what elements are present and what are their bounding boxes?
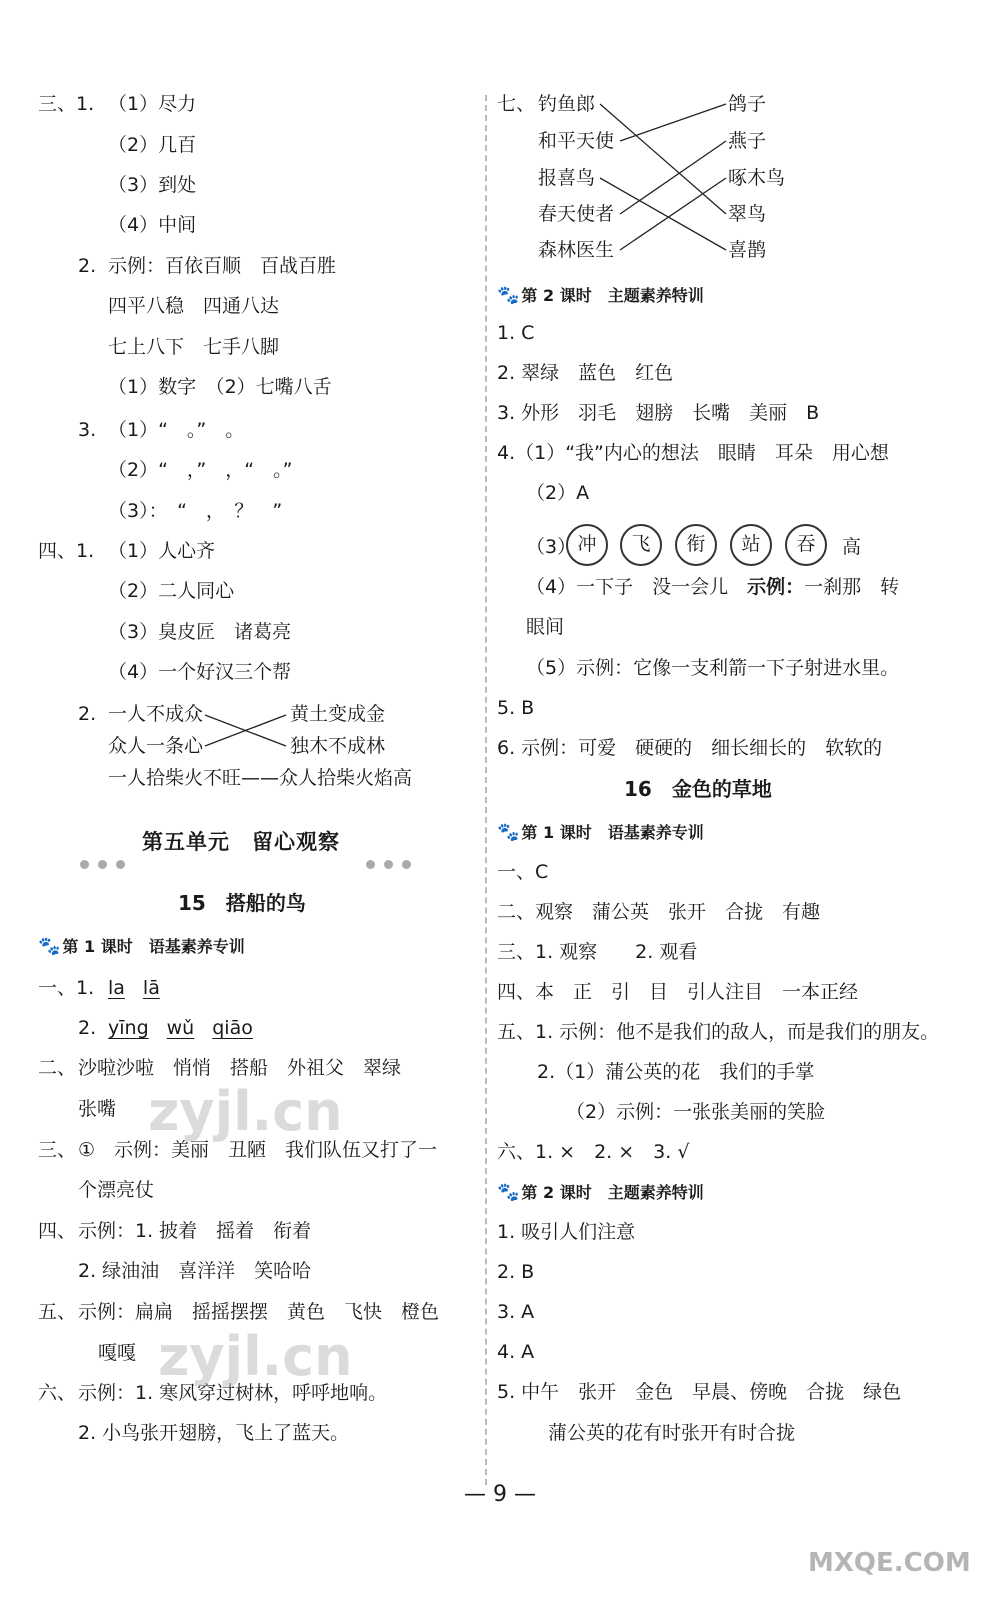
- s3-q1-item: （2）几百: [108, 134, 197, 156]
- s3-q2-line: 四平八稳 四通八达: [108, 295, 280, 317]
- pinyin-answer: wǔ: [166, 1017, 195, 1039]
- s7-left-item: 和平天使: [538, 130, 615, 152]
- s3-q3-item: （3）： “ ， ？ ”: [108, 500, 283, 522]
- l15-s6-text: 示例：1. 寒风穿过树林，呼呼地响。: [78, 1382, 388, 1404]
- l15-s1-label2: 2.: [78, 1017, 97, 1039]
- l16-session2-text: 第 2 课时 主题素养特训: [521, 1183, 704, 1202]
- lesson-15-title: 15 搭船的鸟: [178, 891, 306, 915]
- paw-icon: 🐾: [38, 936, 61, 957]
- pinyin-answer: qiāo: [212, 1017, 253, 1039]
- s7-left-item: 春天使者: [538, 203, 615, 225]
- l16-session2-heading: [497, 1181, 704, 1205]
- match-left-item: 众人一条心: [108, 735, 204, 757]
- l15-p2-q4-3-label: （3）: [526, 536, 577, 558]
- s3-q1-item: （1）尽力: [108, 93, 197, 115]
- l15-s1-label: 一、1.: [38, 977, 95, 999]
- circled-char: 冲: [566, 524, 608, 566]
- s7-right-item: 喜鹊: [728, 239, 767, 261]
- s4-q1-item: （2）二人同心: [108, 580, 235, 602]
- s3-q3-item: （1）“ 。” 。: [108, 419, 245, 441]
- pinyin-answer: yīng: [108, 1017, 149, 1039]
- l15-s6-label: 六、: [38, 1382, 77, 1404]
- l15-s2-text2: 张嘴: [78, 1098, 117, 1120]
- watermark-text: zyjl.cn: [148, 1080, 343, 1143]
- l16-s1-item: 六、1. × 2. × 3. √: [497, 1141, 690, 1163]
- q4-4-example-label: 示例：: [747, 576, 805, 598]
- pinyin-answer: la: [108, 977, 125, 999]
- l16-session1-heading: [497, 821, 704, 845]
- s7-right-item: 啄木鸟: [728, 167, 786, 189]
- s7-right-item: 鸽子: [728, 93, 767, 115]
- paw-icon: 🐾: [497, 822, 520, 843]
- s3-q3-label: 3.: [78, 419, 97, 441]
- l16-s2-item: 3. A: [497, 1301, 535, 1323]
- l15-s2-label: 二、: [38, 1057, 77, 1079]
- l15-p2-item: 4.（1）“我”内心的想法 眼睛 耳朵 用心想: [497, 442, 889, 464]
- paw-icon: 🐾: [497, 1182, 520, 1203]
- unit-title: 第五单元 留心观察: [142, 830, 340, 854]
- s3-q1-item: （3）到处: [108, 174, 197, 196]
- l15-p2-item: 1. C: [497, 322, 535, 344]
- l15-s6-text2: 2. 小鸟张开翅膀，飞上了蓝天。: [78, 1422, 350, 1444]
- l15-session1-text: 第 1 课时 语基素养专训: [62, 937, 245, 956]
- circled-char: 飞: [620, 524, 662, 566]
- l16-s2-item: 2. B: [497, 1261, 535, 1283]
- s7-left-item: 钓鱼郎: [538, 93, 596, 115]
- s7-right-item: 翠鸟: [728, 203, 767, 225]
- watermark-text: zyjl.cn: [158, 1325, 353, 1388]
- l15-p2-q6: 6. 示例：可爱 硬硬的 细长细长的 软软的: [497, 737, 883, 759]
- s4-q1-item: （4）一个好汉三个帮: [108, 661, 292, 683]
- match-right-item: 独木不成林: [290, 735, 386, 757]
- q4-4-example: 一刹那 转: [804, 576, 900, 598]
- l15-s3-text2: 个漂亮仗: [78, 1179, 155, 1201]
- s4-q1-label: 四、1.: [38, 540, 95, 562]
- s3-q1-label: 三、1.: [38, 93, 95, 115]
- l16-s1-item: 二、观察 蒲公英 张开 合拢 有趣: [497, 901, 821, 923]
- l16-s1-item: 2.（1）蒲公英的花 我们的手掌: [537, 1061, 815, 1083]
- s4-q2-label: 2.: [78, 703, 97, 725]
- s7-left-item: 森林医生: [538, 239, 615, 261]
- s3-q2-label: 2.: [78, 255, 97, 277]
- circled-char: 站: [730, 524, 772, 566]
- s3-q3-item: （2）“ ，” ，“ 。”: [108, 459, 293, 481]
- page-number: — 9 —: [464, 1482, 536, 1507]
- l15-p2-q4-4: [526, 575, 899, 599]
- s7-label: 七、: [497, 93, 536, 115]
- s3-q2-line: 示例：百依百顺 百战百胜: [108, 255, 337, 277]
- l15-s5-label: 五、: [38, 1301, 77, 1323]
- l15-s4-text2: 2. 绿油油 喜洋洋 笑哈哈: [78, 1260, 312, 1282]
- pinyin-answer: lā: [142, 977, 160, 999]
- l15-s5-text2: 嘎嘎: [98, 1342, 137, 1364]
- l16-s1-item: 三、1. 观察 2. 观看: [497, 941, 698, 963]
- l16-s2-item: 1. 吸引人们注意: [497, 1221, 636, 1243]
- s4-q1-item: （1）人心齐: [108, 540, 216, 562]
- l15-p2-item: 3. 外形 羽毛 翅膀 长嘴 美丽 B: [497, 402, 820, 424]
- l15-p2-q4-4-cont: 眼间: [526, 616, 565, 638]
- circled-char: 衔: [675, 524, 717, 566]
- s3-q1-item: （4）中间: [108, 214, 197, 236]
- l15-p2-item: 2. 翠绿 蓝色 红色: [497, 362, 674, 384]
- q4-4-text: （4）一下子 没一会儿: [526, 576, 729, 598]
- l16-s1-item: （2）示例：一张张美丽的笑脸: [566, 1101, 826, 1123]
- l16-session1-text: 第 1 课时 语基素养专训: [521, 823, 704, 842]
- l15-session2-text: 第 2 课时 主题素养特训: [521, 286, 704, 305]
- l15-s3-label: 三、: [38, 1139, 77, 1161]
- watermark-text: MXQE.COM: [808, 1548, 971, 1578]
- s7-right-item: 燕子: [728, 130, 767, 152]
- l16-s2-item: 4. A: [497, 1341, 535, 1363]
- l15-session2-heading: [497, 284, 704, 308]
- l15-s2-text: 沙啦沙啦 悄悄 搭船 外祖父 翠绿: [78, 1057, 402, 1079]
- s3-q2-line: 七上八下 七手八脚: [108, 336, 280, 358]
- paw-icon: 🐾: [497, 285, 520, 306]
- l16-s1-item: 五、1. 示例：他不是我们的敌人，而是我们的朋友。: [497, 1021, 940, 1043]
- l15-s5-text: 示例：扁扁 摇摇摆摆 黄色 飞快 橙色: [78, 1301, 440, 1323]
- match-right-item: 黄土变成金: [290, 703, 386, 725]
- match-left-item: 一人不成众: [108, 703, 204, 725]
- l15-s4-text: 示例：1. 披着 摇着 衔着: [78, 1220, 312, 1242]
- s4-q2-line3: 一人拾柴火不旺——众人拾柴火焰高: [108, 767, 413, 789]
- l15-p2-q4-5: （5）示例：它像一支利箭一下子射进水里。: [526, 657, 900, 679]
- l16-s1-item: 一、C: [497, 861, 549, 883]
- l15-s4-label: 四、: [38, 1220, 77, 1242]
- s3-q2-line: （1）数字 （2）七嘴八舌: [108, 376, 332, 398]
- l16-s1-item: 四、本 正 引 目 引人注目 一本正经: [497, 981, 859, 1003]
- s4-q1-item: （3）臭皮匠 诸葛亮: [108, 621, 292, 643]
- l15-p2-q5: 5. B: [497, 697, 535, 719]
- s7-left-item: 报喜鸟: [538, 167, 596, 189]
- l15-s3-text: ① 示例：美丽 丑陋 我们队伍又打了一: [78, 1139, 438, 1161]
- l15-p2-q4-3-tail: 高: [842, 536, 862, 558]
- lesson-16-title: 16 金色的草地: [624, 777, 772, 801]
- circled-char: 吞: [785, 524, 827, 566]
- l16-s2-item: 5. 中午 张开 金色 早晨、傍晚 合拢 绿色: [497, 1381, 902, 1403]
- l16-s2-item: 蒲公英的花有时张开有时合拢: [548, 1422, 796, 1444]
- l15-p2-item: （2）A: [526, 482, 590, 504]
